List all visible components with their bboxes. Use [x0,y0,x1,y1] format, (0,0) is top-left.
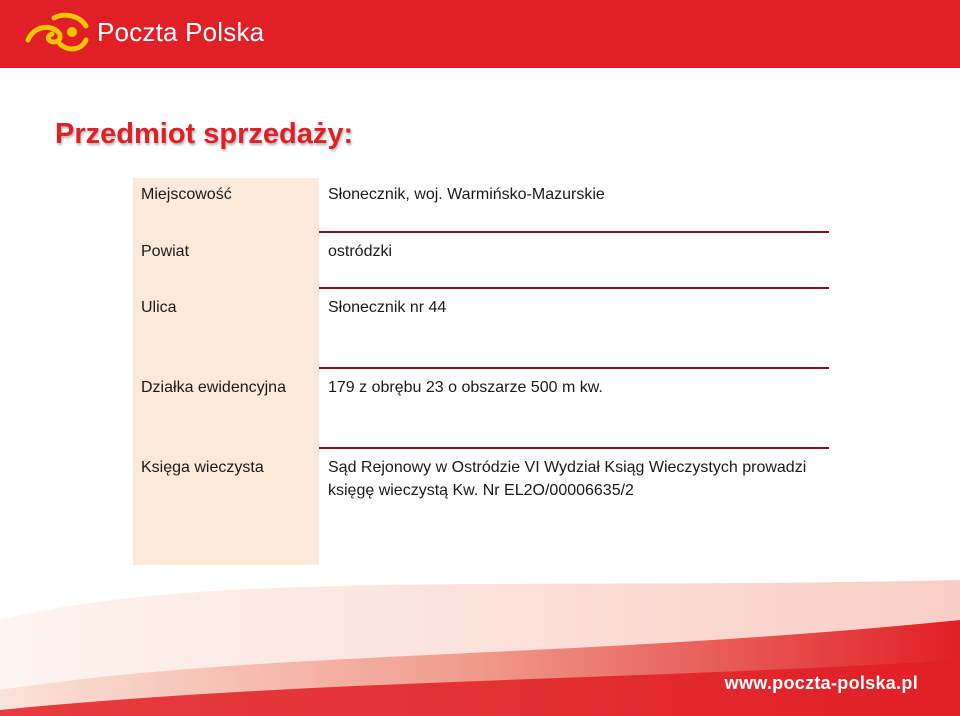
value-miejscowosc: Słonecznik, woj. Warmińsko-Mazurskie [328,186,605,203]
header-bar [0,0,960,68]
row-divider [319,231,829,233]
value-ksiega: Sąd Rejonowy w Ostródzie VI Wydział Ksiąg Wieczystych prowadzi księgę wieczystą Kw. Nr EL2O/00006635/2 [328,459,807,499]
value-powiat: ostródzki [328,243,393,260]
label-ksiega: Księga wieczysta [141,459,264,476]
label-column [133,178,319,565]
row-divider [319,447,829,449]
page-title: Przedmiot sprzedaży: [55,118,354,150]
row-divider [319,367,829,369]
label-ulica: Ulica [141,299,177,316]
value-dzialka: 179 z obrębu 23 o obszarze 500 m kw. [328,379,603,396]
row-divider [319,287,829,289]
brand-name: Poczta Polska [97,17,265,47]
posthorn-logo-icon [24,10,92,56]
footer-url[interactable]: www.poczta-polska.pl [724,673,918,693]
label-miejscowosc: Miejscowość [141,186,232,203]
label-powiat: Powiat [141,243,190,260]
label-dzialka: Działka ewidencyjna [141,379,286,396]
value-ulica: Słonecznik nr 44 [328,299,447,316]
